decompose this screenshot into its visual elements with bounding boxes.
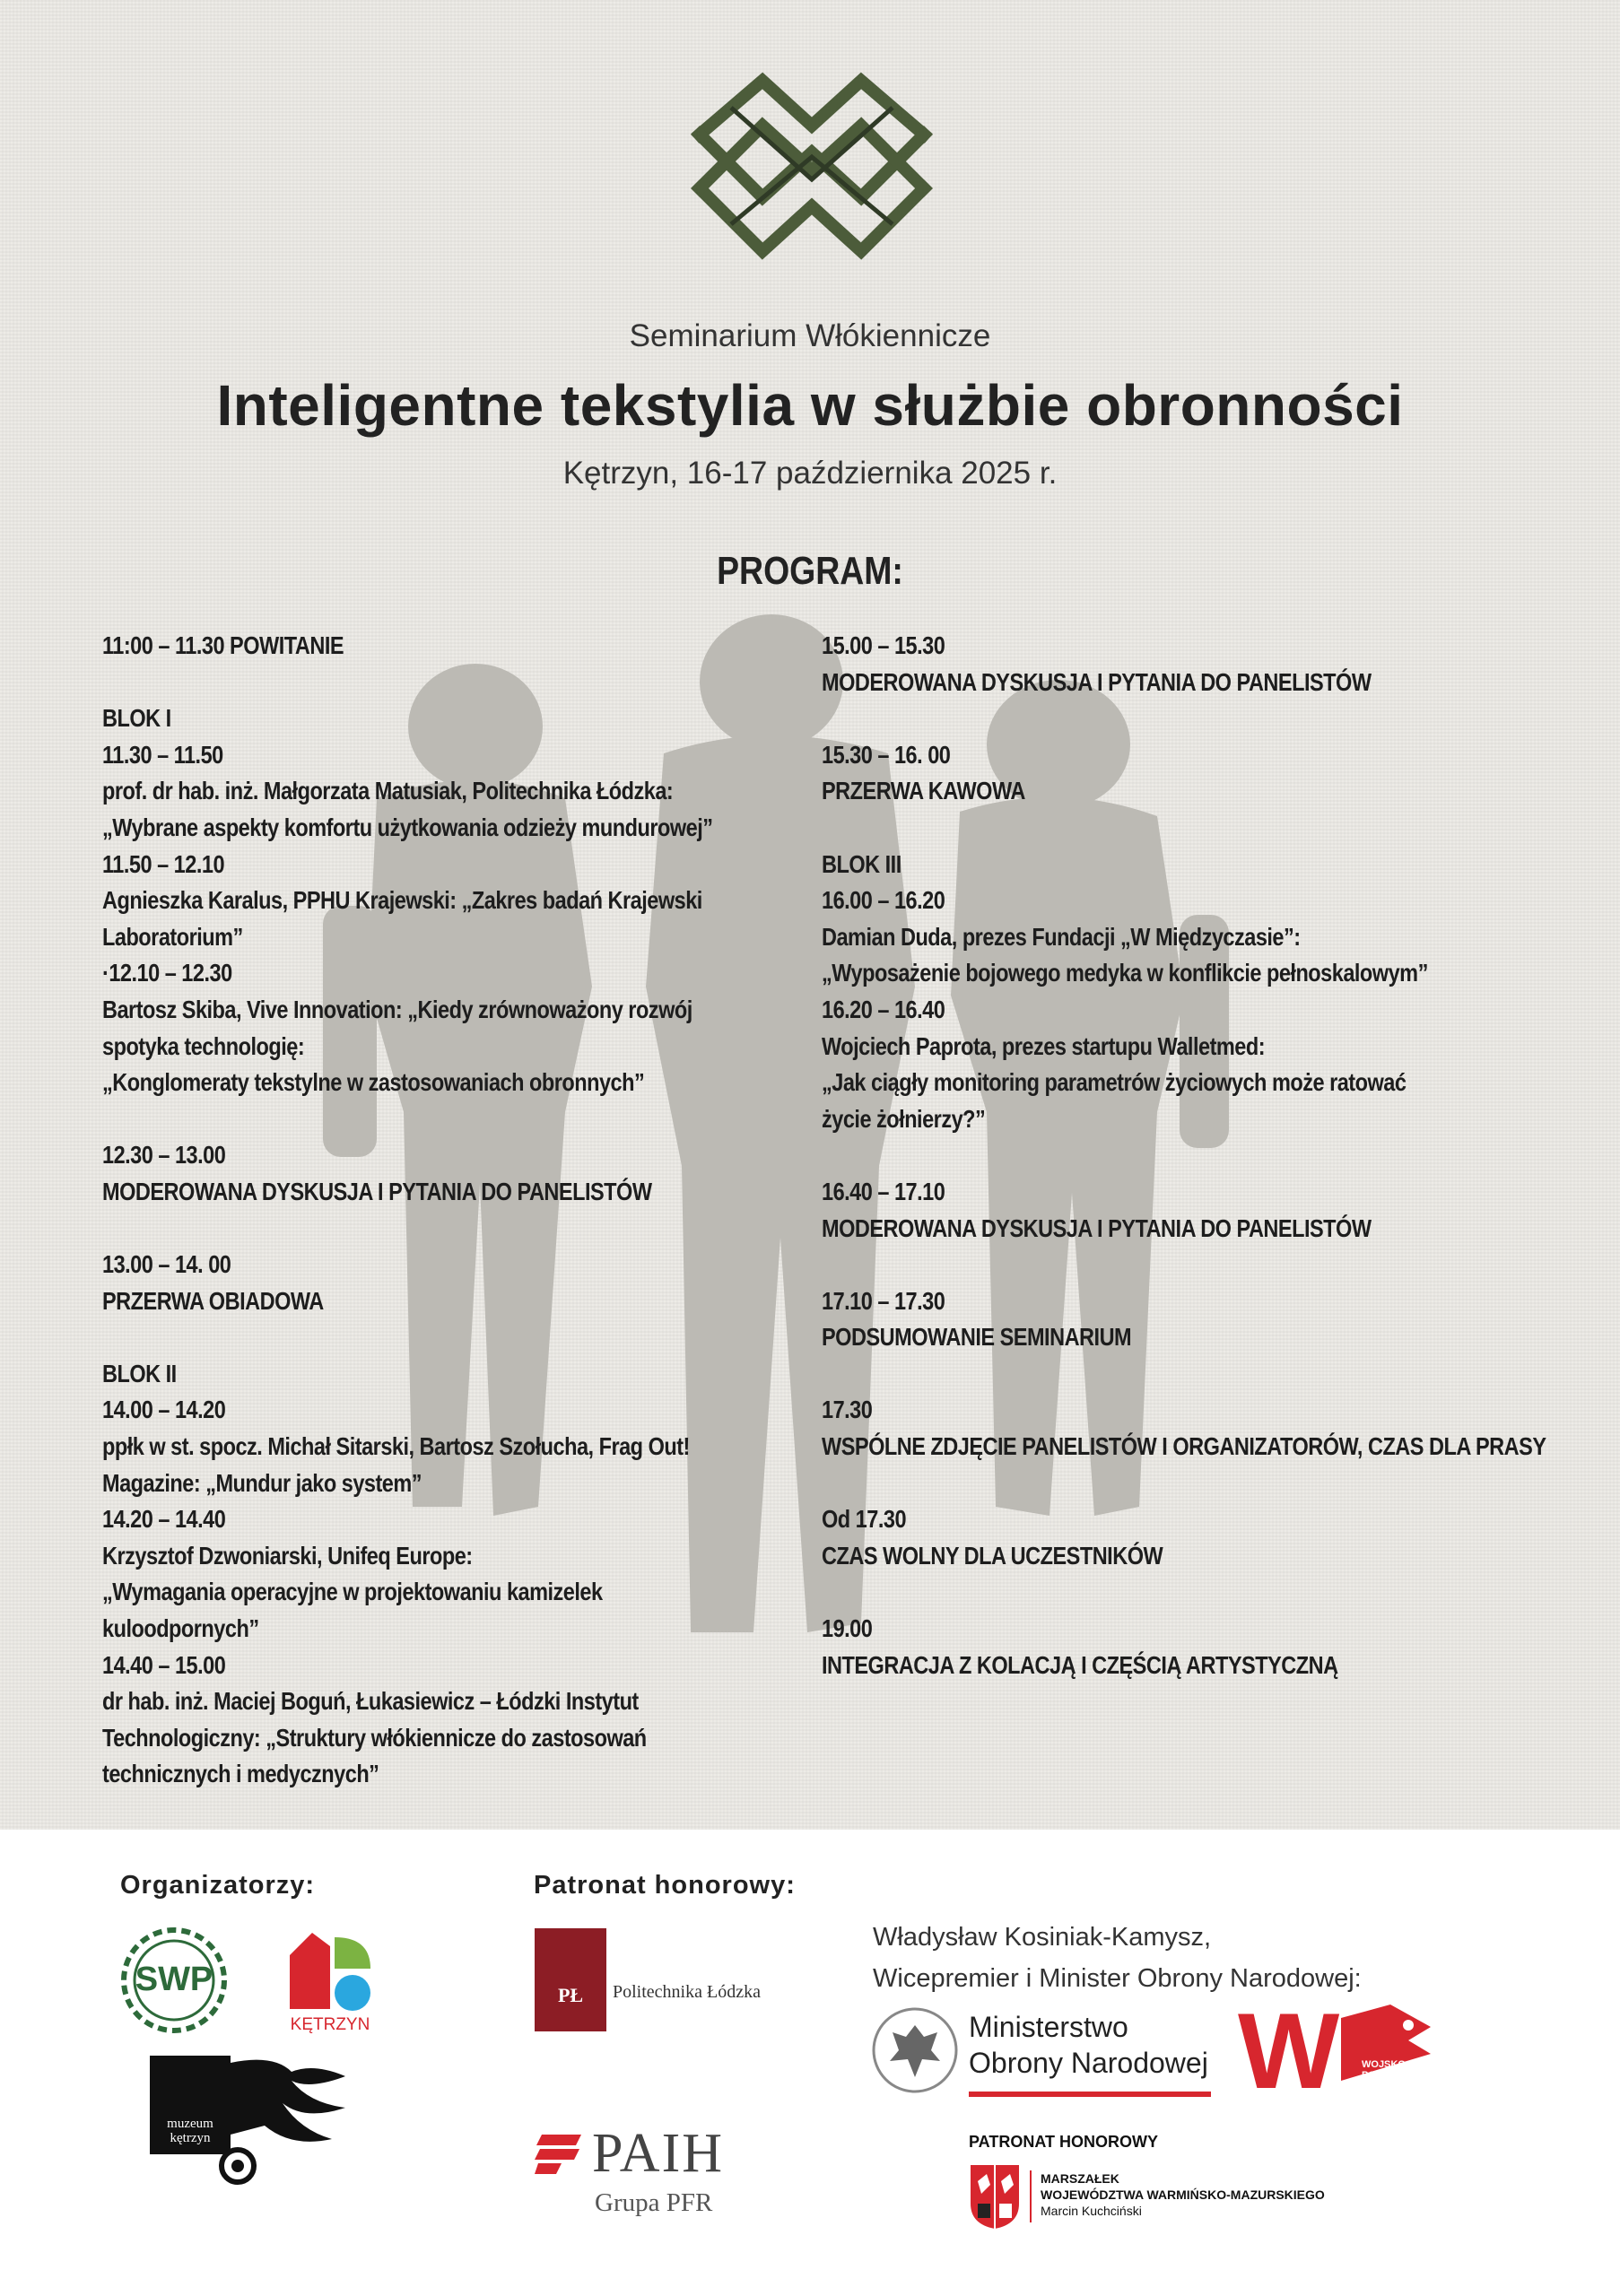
program-line: 15.00 – 15.30 [822,631,945,659]
program-line: 11:00 – 11.30 POWITANIE [102,631,344,659]
program-line: Laboratorium” [102,922,243,951]
warmia-coat-of-arms [969,2163,1021,2231]
program-left-column [102,628,820,1793]
program-line: 14.40 – 15.00 [102,1650,226,1679]
marszalek-line1: MARSZAŁEK [1041,2171,1119,2186]
program-line: kuloodpornych” [102,1614,259,1643]
program-line: 11.50 – 12.10 [102,849,225,878]
program-right-column [822,628,1557,1683]
program-spacer [822,1137,1557,1174]
program-line: INTEGRACJA Z KOLACJĄ I CZĘŚCIĄ ARTYSTYCZNĄ [822,1650,1338,1679]
program-line: dr hab. inż. Maciej Boguń, Łukasiewicz – Łódzki Instytut [102,1687,639,1716]
program-line: „Jak ciągły monitoring parametrów życiowych może ratować [822,1068,1407,1097]
program-line: 17.30 [822,1396,873,1424]
wp-letter: W [1238,1991,1337,2111]
paih-subtitle: Grupa PFR [595,2188,713,2217]
program-spacer [102,1211,820,1248]
program-line: 17.10 – 17.30 [822,1286,945,1315]
program-line: BLOK III [822,849,901,878]
marszalek-text [1041,2170,1325,2219]
program-line: prof. dr hab. inż. Małgorzata Matusiak, Politechnika Łódzka: [102,777,674,805]
wp-text-line1: WOJSKO [1362,2059,1406,2070]
marszalek-name: Marcin Kuchciński [1041,2204,1142,2218]
swp-logo [120,1926,228,2034]
program-spacer [822,1465,1557,1502]
program-line: PODSUMOWANIE SEMINARIUM [822,1323,1132,1352]
politechnika-lodzka-name: Politechnika Łódzka [613,1982,761,2002]
marszalek-line2: WOJEWÓDZTWA WARMIŃSKO-MAZURSKIEGO [1041,2187,1325,2202]
pl-emblem-text: PŁ [557,1984,584,2006]
seminar-kicker: Seminarium Włókiennicze [629,318,991,353]
ketrzyn-shapes-icon [285,1928,375,2013]
program-line: ·12.10 – 12.30 [102,959,232,987]
coat-of-arms-icon [969,2163,1021,2231]
program-line: CZAS WOLNY DLA UCZESTNIKÓW [822,1541,1163,1570]
program-line: 16.00 – 16.20 [822,886,945,915]
program-line: „Wybrane aspekty komfortu użytkowania odzieży mundurowej” [102,813,713,841]
mon-name-line1: Ministerstwo [969,2011,1128,2043]
program-line: Technologiczny: „Struktury włókiennicze do zastosowań [102,1723,647,1752]
mon-eagle-emblem [870,2005,960,2095]
minister-name: Władysław Kosiniak-Kamysz, [873,1923,1212,1952]
program-line: MODEROWANA DYSKUSJA I PYTANIA DO PANELISTÓW [822,667,1372,696]
program-line: 11.30 – 11.50 [102,740,223,769]
program-line: 19.00 [822,1614,873,1643]
program-line: Od 17.30 [822,1505,907,1534]
ketrzyn-logo [285,1928,375,2038]
program-line: Damian Duda, prezes Fundacji „W Międzyczasie”: [822,922,1301,951]
program-line: „Wyposażenie bojowego medyka w konflikcie pełnoskalowym” [822,959,1428,987]
program-line: ppłk w st. spocz. Michał Sitarski, Bartosz Szołucha, Frag Out! [102,1432,690,1461]
program-line: 12.30 – 13.00 [102,1141,226,1170]
mon-name [969,2009,1208,2081]
program-line: 13.00 – 14. 00 [102,1250,231,1279]
program-line: 14.20 – 14.40 [102,1505,226,1534]
place-and-date: Kętrzyn, 16-17 października 2025 r. [562,456,1058,491]
wp-text-line2: POLSKIE [1362,2070,1406,2081]
ketrzyn-logo-text: KĘTRZYN [290,2015,370,2034]
program-spacer [822,810,1557,847]
organizers-heading: Organizatorzy: [120,1871,316,1900]
program-line: PRZERWA KAWOWA [822,777,1025,805]
paih-stripes-icon [535,2133,581,2178]
marszalek-divider [1030,2170,1032,2222]
program-line: 14.00 – 14.20 [102,1396,226,1424]
mon-red-rule [969,2092,1211,2097]
program-spacer [822,1356,1557,1393]
minister-role: Wicepremier i Minister Obrony Narodowej: [873,1964,1362,1993]
program-line: BLOK II [102,1359,177,1387]
muzeum-logo-text: muzeum kętrzyn [167,2117,213,2145]
program-heading: PROGRAM: [717,549,903,593]
wp-text [1362,2059,1406,2081]
wojsko-polskie-logo [1238,1991,1435,2111]
program-line: MODEROWANA DYSKUSJA I PYTANIA DO PANELISTÓW [102,1177,652,1205]
mon-name-line2: Obrony Narodowej [969,2047,1208,2079]
program-line: Magazine: „Mundur jako system” [102,1468,422,1497]
program-spacer [822,1247,1557,1283]
program-line: technicznych i medycznych” [102,1760,379,1788]
paih-icon [535,2133,581,2178]
patronage-heading: Patronat honorowy: [534,1871,796,1900]
program-spacer [102,665,820,701]
program-line: MODEROWANA DYSKUSJA I PYTANIA DO PANELISTÓW [822,1213,1372,1242]
program-line: życie żołnierzy?” [822,1104,986,1133]
program-line: PRZERWA OBIADOWA [102,1286,324,1315]
program-line: Krzysztof Dzwoniarski, Unifeq Europe: [102,1541,473,1570]
program-line: „Wymagania operacyjne w projektowaniu kamizelek [102,1578,603,1606]
woven-knot-logo-icon [682,72,942,260]
paih-wordmark: PAIH [592,2123,724,2184]
event-title: Inteligentne tekstylia w służbie obronności [216,373,1404,438]
program-spacer [822,700,1557,737]
program-spacer [102,1101,820,1138]
program-spacer [102,1319,820,1356]
program-line: 15.30 – 16. 00 [822,740,951,769]
program-line: 16.40 – 17.10 [822,1177,945,1205]
program-line: Agnieszka Karalus, PPHU Krajewski: „Zakres badań Krajewski [102,886,702,915]
swp-logo-text: SWP [135,1961,213,1998]
program-line: spotyka technologię: [102,1031,305,1060]
program-line: Wojciech Paprota, prezes startupu Walletmed: [822,1031,1266,1060]
program-line: Bartosz Skiba, Vive Innovation: „Kiedy zrównoważony rozwój [102,995,692,1023]
program-line: BLOK I [102,704,171,733]
politechnika-lodzka-emblem [535,1928,606,2031]
program-line: WSPÓLNE ZDJĘCIE PANELISTÓW I ORGANIZATORÓW, CZAS DLA PRASY [822,1432,1546,1461]
program-line: 16.20 – 16.40 [822,995,945,1023]
patronat-honorowy-label: PATRONAT HONOROWY [969,2133,1158,2151]
eagle-icon [870,2005,960,2095]
muzeum-ketrzyn-logo [148,2054,350,2188]
program-line: „Konglomeraty tekstylne w zastosowaniach obronnych” [102,1068,645,1097]
program-spacer [822,1574,1557,1611]
